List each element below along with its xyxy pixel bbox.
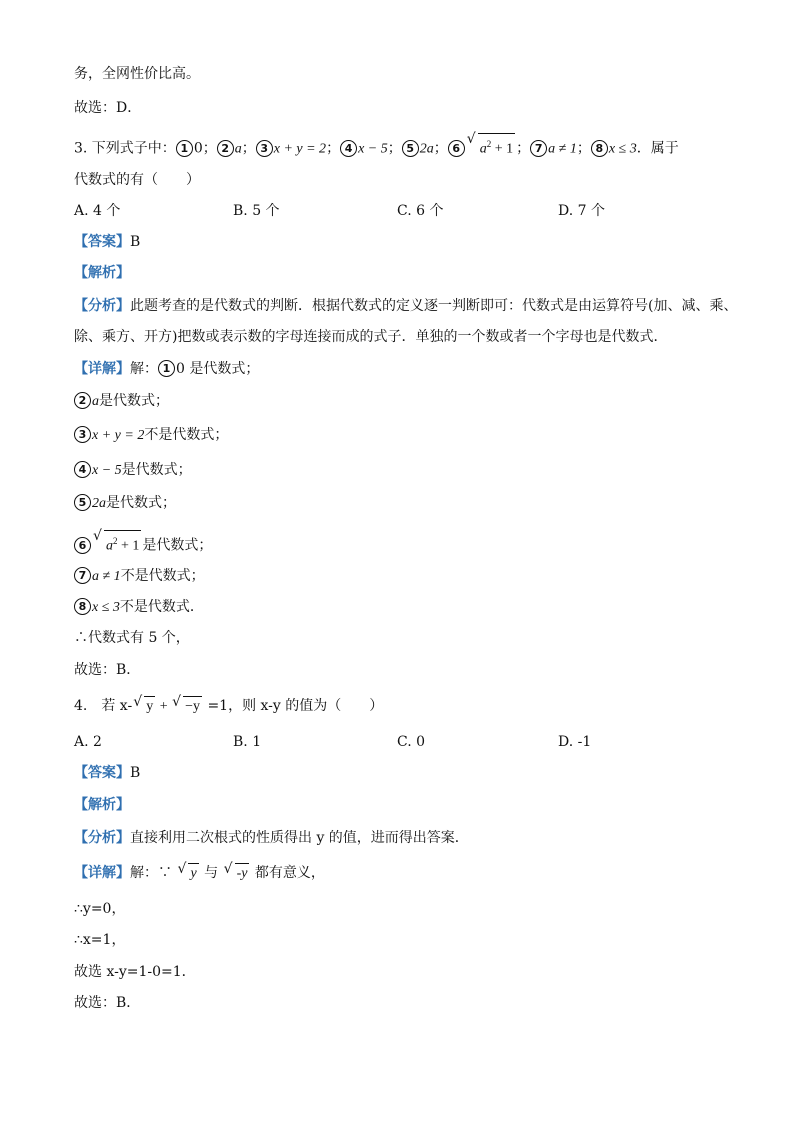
continued-text: 务，全网性价比高。 xyxy=(74,66,200,82)
q4-step-1: ∴y=0， xyxy=(74,901,126,917)
q4-option-c: C. 0 xyxy=(397,734,426,750)
circled-7-icon: 7 xyxy=(74,567,91,584)
detail-text: 不是代数式． xyxy=(119,599,204,615)
sqrt-expression xyxy=(172,696,202,717)
q3-item-8: x ≤ 3 xyxy=(608,141,637,157)
q3-sep: ； xyxy=(241,140,256,157)
q4-step-3: 故选 x-y=1-0=1． xyxy=(74,964,196,980)
detail-text: 是代数式； xyxy=(106,495,176,511)
detail-text: 0 是代数式； xyxy=(176,361,260,377)
detail-math: a xyxy=(92,394,99,409)
answer-tag: 【答案】 xyxy=(74,234,130,250)
detail-text: 都有意义， xyxy=(250,865,325,881)
answer-value: B xyxy=(130,234,141,250)
detail-math: 2a xyxy=(92,496,106,511)
circled-6-icon: 6 xyxy=(74,537,91,554)
circled-3-icon: 3 xyxy=(74,426,91,443)
circled-1-icon: 1 xyxy=(158,360,175,377)
q3-item-2: a xyxy=(234,141,242,157)
fenxi-text: 此题考查的是代数式的判断．根据代数式的定义逐一判断即可：代数式是由运算符号(加、减、乘、 xyxy=(130,298,738,314)
q3-therefore: ∴代数式有 5 个， xyxy=(74,630,190,646)
sqrt-expression xyxy=(224,863,250,884)
q3-item-5: 2a xyxy=(419,141,434,157)
q3-option-a: A. 4 个 xyxy=(74,203,121,219)
fenxi-text: 直接利用二次根式的性质得出 y 的值，进而得出答案． xyxy=(130,830,469,846)
answer-value: B xyxy=(130,765,141,781)
detail-math: a ≠ 1 xyxy=(92,569,121,584)
detail-tag: 【详解】 xyxy=(74,361,130,377)
q3-fenxi-1 xyxy=(74,296,737,316)
radical-icon: √ xyxy=(177,861,187,877)
radical-icon: √ xyxy=(172,694,182,710)
q4-option-d: D. -1 xyxy=(558,734,592,750)
detail-text: 是代数式； xyxy=(142,537,213,554)
q3-prefix: 3. 下列式子中： xyxy=(74,140,176,157)
sqrt-content: y xyxy=(144,696,155,717)
q3-detail-8 xyxy=(74,597,204,618)
detail-mid: 与 xyxy=(199,865,223,881)
detail-math: x − 5 xyxy=(92,463,122,478)
detail-prefix: 解：∵ xyxy=(130,865,177,881)
q4-step-2: ∴x=1， xyxy=(74,932,126,948)
q3-answer xyxy=(74,232,140,252)
analysis-tag: 【解析】 xyxy=(74,265,130,281)
circled-4-icon: 4 xyxy=(340,140,357,157)
radical-icon: √ xyxy=(223,861,233,877)
choose-line-prev: 故选：D． xyxy=(74,100,142,116)
sqrt-exp: 2 xyxy=(113,536,118,546)
sqrt-tail: + 1 xyxy=(491,141,514,157)
q4-prefix: 4. 若 x- xyxy=(74,698,133,714)
q3-detail-2 xyxy=(74,391,169,412)
q3-detail-5 xyxy=(74,493,176,514)
circled-5-icon: 5 xyxy=(402,140,419,157)
q3-item-3: x + y = 2 xyxy=(273,141,327,157)
detail-prefix: 解： xyxy=(130,361,158,377)
circled-2-icon: 2 xyxy=(217,140,234,157)
circled-4-icon: 4 xyxy=(74,461,91,478)
sqrt-content: −y xyxy=(183,696,202,717)
q3-sep: ； xyxy=(576,140,591,157)
q3-fenxi-2: 除、乘方、开方)把数或表示数的字母连接而成的式子．单独的一个数或者一个字母也是代数式． xyxy=(74,329,668,345)
q4-detail xyxy=(74,863,325,884)
q3-detail-3 xyxy=(74,425,228,446)
sqrt-base: a xyxy=(479,141,487,157)
q3-item-1: 0； xyxy=(193,140,217,157)
detail-math: x ≤ 3 xyxy=(92,600,120,615)
q4-analysis-tag xyxy=(74,795,130,815)
fenxi-tag: 【分析】 xyxy=(74,830,130,846)
detail-math: x + y = 2 xyxy=(92,428,145,443)
q3-detail-7 xyxy=(74,566,205,587)
q3-sep: ； xyxy=(326,140,341,157)
q4-tail: =1，则 x-y 的值为（ ） xyxy=(203,698,384,714)
q4-option-b: B. 1 xyxy=(233,734,262,750)
q4-option-a: A. 2 xyxy=(74,734,102,750)
q3-stem-line2: 代数式的有（ ） xyxy=(74,172,200,188)
radical-icon: √ xyxy=(93,528,102,544)
radical-icon: √ xyxy=(466,131,476,147)
q4-stem xyxy=(74,696,383,717)
q3-detail-6 xyxy=(74,530,212,557)
q3-option-d: D. 7 个 xyxy=(558,203,605,219)
q3-option-c: C. 6 个 xyxy=(397,203,444,219)
q3-option-b: B. 5 个 xyxy=(233,203,280,219)
sqrt-expression xyxy=(177,863,198,884)
q4-step-4: 故选：B． xyxy=(74,995,141,1011)
sqrt-exp: 2 xyxy=(486,139,492,149)
circled-3-icon: 3 xyxy=(256,140,273,157)
sqrt-tail: + 1 xyxy=(117,538,140,554)
detail-text: 是代数式； xyxy=(121,462,192,478)
q3-detail-4 xyxy=(74,460,192,481)
plus-sign: + xyxy=(156,699,172,714)
sqrt-content: y xyxy=(188,863,198,884)
sqrt-expression xyxy=(467,133,515,160)
detail-text: 不是代数式； xyxy=(144,427,229,443)
answer-tag: 【答案】 xyxy=(74,765,130,781)
detail-tag: 【详解】 xyxy=(74,865,130,881)
sqrt-expression xyxy=(93,530,141,557)
analysis-tag: 【解析】 xyxy=(74,797,130,813)
q3-sep: ； xyxy=(387,140,402,157)
q3-item-7: a ≠ 1 xyxy=(548,141,577,157)
sqrt-content: -y xyxy=(235,863,250,884)
sqrt-expression xyxy=(133,696,155,717)
q3-tail: ．属于 xyxy=(636,140,679,157)
radical-icon: √ xyxy=(133,694,143,710)
fenxi-tag: 【分析】 xyxy=(74,298,130,314)
detail-text: 不是代数式； xyxy=(120,568,205,584)
circled-6-icon: 6 xyxy=(448,140,465,157)
q3-sep: ； xyxy=(516,140,531,157)
circled-8-icon: 8 xyxy=(591,140,608,157)
q3-choose: 故选：B． xyxy=(74,662,141,678)
circled-7-icon: 7 xyxy=(530,140,547,157)
circled-5-icon: 5 xyxy=(74,494,91,511)
q3-detail-1 xyxy=(74,359,259,379)
q4-answer xyxy=(74,763,140,783)
detail-text: 是代数式； xyxy=(99,393,169,409)
sqrt-base: a xyxy=(106,538,113,554)
q3-stem xyxy=(74,133,679,160)
q3-analysis-tag xyxy=(74,263,130,283)
circled-2-icon: 2 xyxy=(74,392,91,409)
circled-8-icon: 8 xyxy=(74,598,91,615)
q3-item-4: x − 5 xyxy=(358,141,388,157)
q4-fenxi xyxy=(74,828,469,848)
q3-sep: ； xyxy=(433,140,448,157)
circled-1-icon: 1 xyxy=(176,140,193,157)
